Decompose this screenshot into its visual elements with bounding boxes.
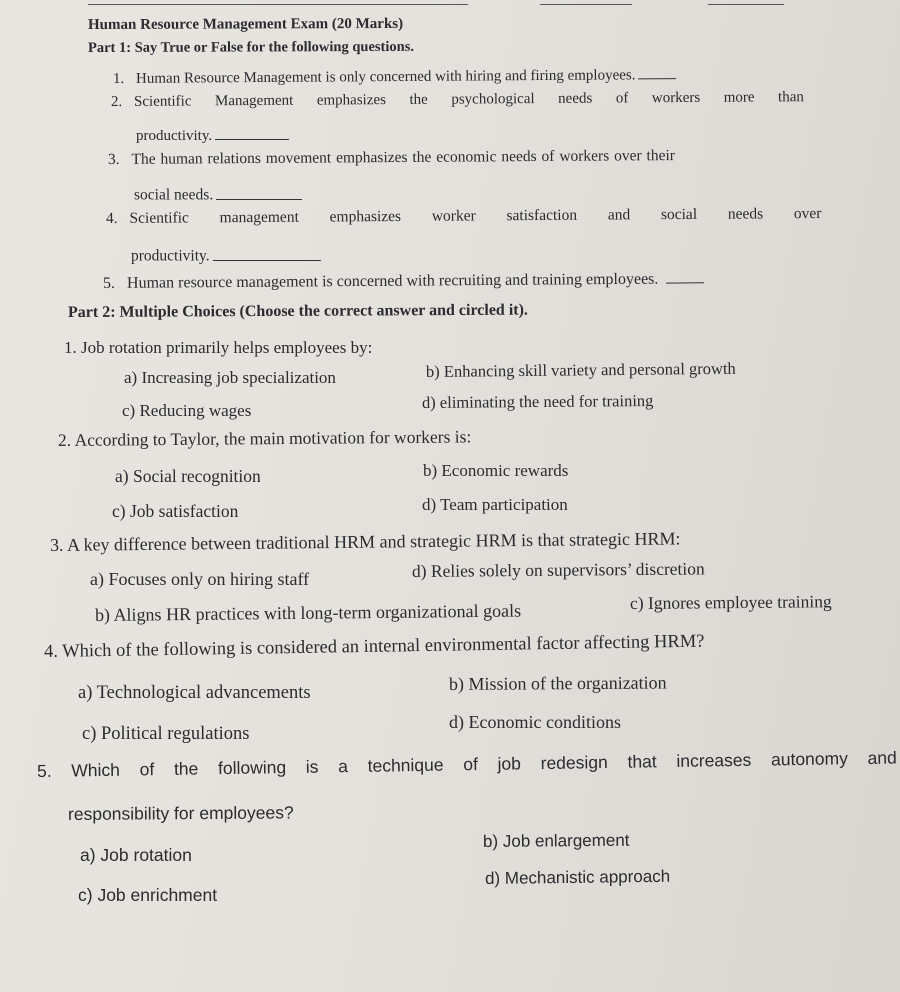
option-c[interactable]: c) Reducing wages: [122, 401, 252, 420]
mc-question-5-stem-cont: responsibility for employees?: [67, 802, 294, 824]
option-d[interactable]: d) eliminating the need for training: [421, 390, 654, 412]
part2-heading: Part 2: Multiple Choices (Choose the correct answer and circled it).: [67, 301, 528, 321]
option-a[interactable]: a) Focuses only on hiring staff: [90, 569, 310, 589]
option-a[interactable]: a) Social recognition: [115, 466, 261, 486]
mc-question-5-stem: [37, 749, 897, 780]
question-text: Human resource management is concerned with recruiting and training employees.: [126, 270, 659, 292]
mc-question-1-stem: 1. Job rotation primarily helps employees by:: [64, 338, 373, 357]
option-d[interactable]: d) Economic conditions: [449, 712, 621, 732]
question-number: 2.: [110, 93, 123, 110]
answer-blank[interactable]: [638, 63, 676, 79]
question-text-line1: The human relations movement emphasizes the economic needs of workers over their: [131, 147, 675, 168]
tf-question-4: [106, 206, 822, 226]
tf-question-3: [108, 148, 675, 167]
mc-question-3-stem: 3. A key difference between traditional HRM and strategic HRM is that strategic HRM:: [49, 528, 681, 555]
option-b[interactable]: b) Mission of the organization: [448, 672, 667, 694]
exam-title: Human Resource Management Exam (20 Marks): [87, 15, 404, 33]
option-a[interactable]: a) Technological advancements: [78, 683, 311, 703]
option-b[interactable]: b) Economic rewards: [423, 461, 569, 480]
question-number: 3.: [107, 150, 120, 168]
answer-blank[interactable]: [215, 124, 289, 140]
answer-blank[interactable]: [666, 266, 704, 283]
option-d[interactable]: d) Relies solely on supervisors’ discretion: [411, 558, 705, 581]
question-number: 1.: [112, 70, 125, 87]
option-b[interactable]: b) Job enlargement: [482, 830, 630, 851]
question-text: Human Resource Management is only concerned with hiring and firing employees.: [135, 67, 636, 87]
option-c[interactable]: c) Job enrichment: [78, 885, 218, 905]
option-d[interactable]: d) Team participation: [422, 495, 568, 514]
option-b[interactable]: b) Enhancing skill variety and personal growth: [425, 358, 736, 381]
mc-question-4-stem: 4. Which of the following is considered an internal environmental factor affecting HRM?: [43, 631, 705, 662]
top-rule: [88, 4, 468, 5]
tf-question-4-cont: [131, 244, 321, 264]
top-rule: [540, 4, 632, 5]
question-number: 4.: [105, 209, 118, 227]
tf-question-2: [111, 90, 804, 110]
question-text-line2: social needs.: [134, 186, 214, 204]
top-rule: [708, 4, 784, 5]
tf-question-3-cont: [134, 183, 302, 203]
option-b[interactable]: b) Aligns HR practices with long-term organizational goals: [94, 600, 522, 625]
answer-blank[interactable]: [216, 183, 302, 200]
question-text-line1: Scientific Management emphasizes the psychological needs of workers more than: [133, 89, 804, 110]
tf-question-2-cont: [136, 124, 289, 144]
option-d[interactable]: d) Mechanistic approach: [484, 866, 671, 888]
option-a[interactable]: a) Job rotation: [80, 845, 192, 865]
question-stem-line1: 5. Which of the following is a technique of job redesign that increases autonomy and: [36, 747, 897, 781]
question-text-line2: productivity.: [131, 247, 210, 265]
option-c[interactable]: c) Political regulations: [82, 724, 250, 744]
option-c[interactable]: c) Job satisfaction: [112, 501, 239, 521]
tf-question-1: [113, 63, 677, 87]
question-text-line2: productivity.: [136, 128, 213, 144]
tf-question-5: [103, 266, 705, 292]
question-text-line1: Scientific management emphasizes worker satisfaction and social needs over: [129, 205, 822, 227]
part1-heading: Part 1: Say True or False for the following questions.: [87, 38, 415, 56]
option-c[interactable]: c) Ignores employee training: [629, 591, 832, 613]
mc-question-2-stem: 2. According to Taylor, the main motivation for workers is:: [57, 426, 472, 450]
answer-blank[interactable]: [213, 244, 321, 261]
option-a[interactable]: a) Increasing job specialization: [124, 368, 336, 387]
question-number: 5.: [102, 274, 116, 292]
